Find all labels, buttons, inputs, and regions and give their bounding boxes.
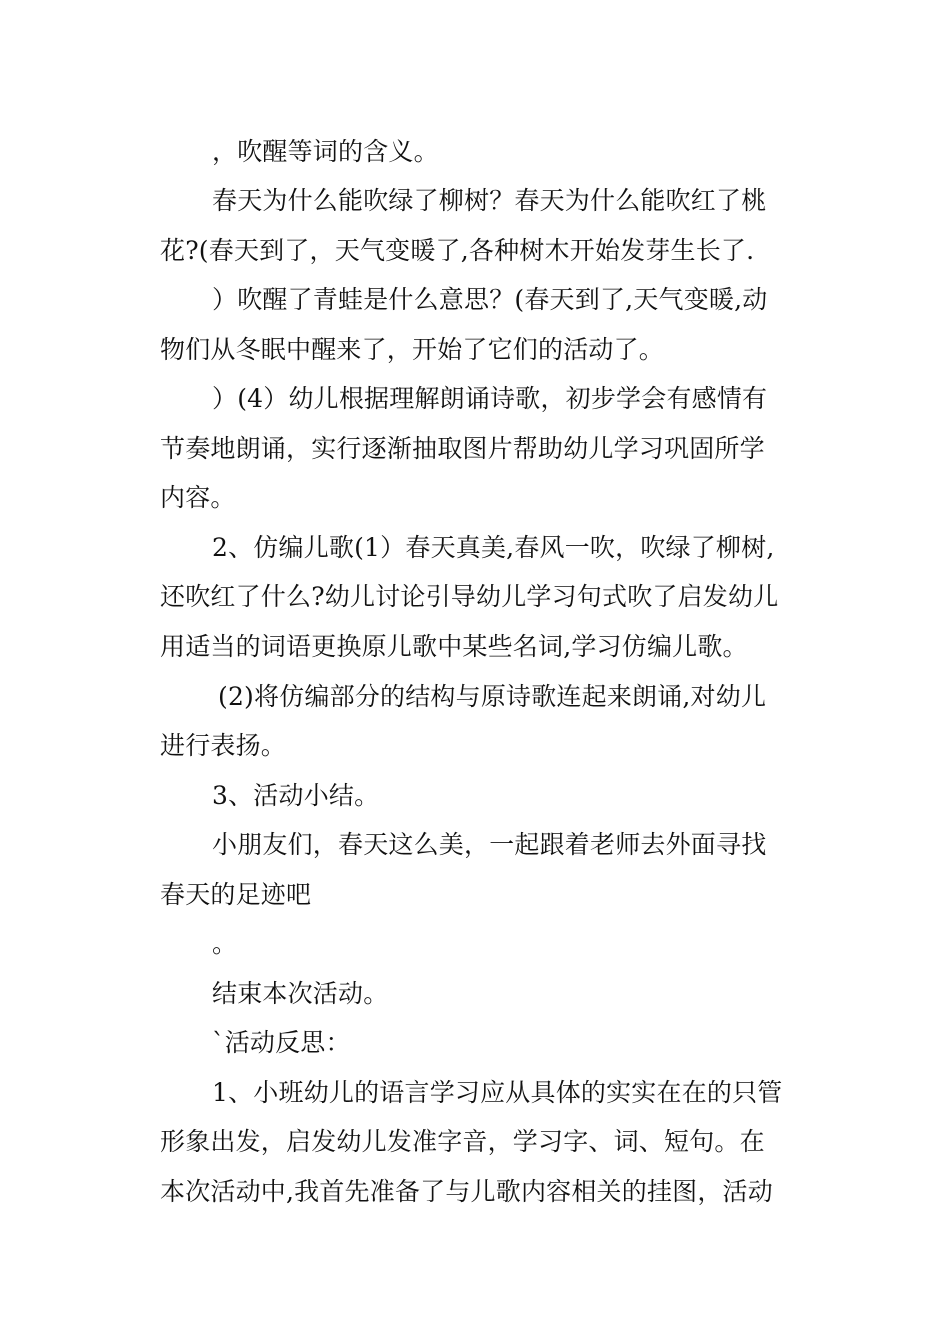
text-line: 节奏地朗诵，实行逐渐抽取图片帮助幼儿学习巩固所学 [160, 434, 765, 463]
text-line: 2、仿编儿歌(1）春天真美,春风一吹，吹绿了柳树, [212, 533, 775, 562]
text-line: 物们从冬眠中醒来了，开始了它们的活动了。 [160, 335, 665, 364]
text-line: 1、小班幼儿的语言学习应从具体的实实在在的只管 [212, 1078, 783, 1107]
text-line: ）(4）幼儿根据理解朗诵诗歌，初步学会有感情有 [212, 384, 768, 413]
text-line: 花?(春天到了，天气变暖了,各种树木开始发芽生长了. [160, 236, 755, 265]
text-line: 春天的足迹吧 [160, 880, 312, 909]
text-line: (2)将仿编部分的结构与原诗歌连起来朗诵,对幼儿 [218, 682, 767, 711]
text-line: 。 [212, 929, 238, 958]
text-line: 用适当的词语更换原儿歌中某些名词,学习仿编儿歌。 [160, 632, 748, 661]
text-line: 进行表扬。 [160, 731, 287, 760]
text-line: `活动反思： [212, 1028, 351, 1057]
text-line: 3、活动小结。 [212, 781, 380, 810]
text-line: 形象出发，启发幼儿发准字音，学习字、词、短句。在 [160, 1127, 765, 1156]
text-line: 结束本次活动。 [212, 979, 389, 1008]
text-line: ）吹醒了青蛙是什么意思？(春天到了,天气变暖,动 [212, 285, 768, 314]
text-line: 还吹红了什么?幼儿讨论引导幼儿学习句式吹了启发幼儿 [160, 582, 779, 611]
text-line: 内容。 [160, 483, 236, 512]
text-line: ，吹醒等词的含义。 [212, 137, 439, 166]
text-line: 春天为什么能吹绿了柳树？春天为什么能吹红了桃 [212, 186, 767, 215]
text-line: 本次活动中,我首先准备了与儿歌内容相关的挂图，活动 [160, 1177, 773, 1206]
text-line: 小朋友们，春天这么美，一起跟着老师去外面寻找 [212, 830, 767, 859]
